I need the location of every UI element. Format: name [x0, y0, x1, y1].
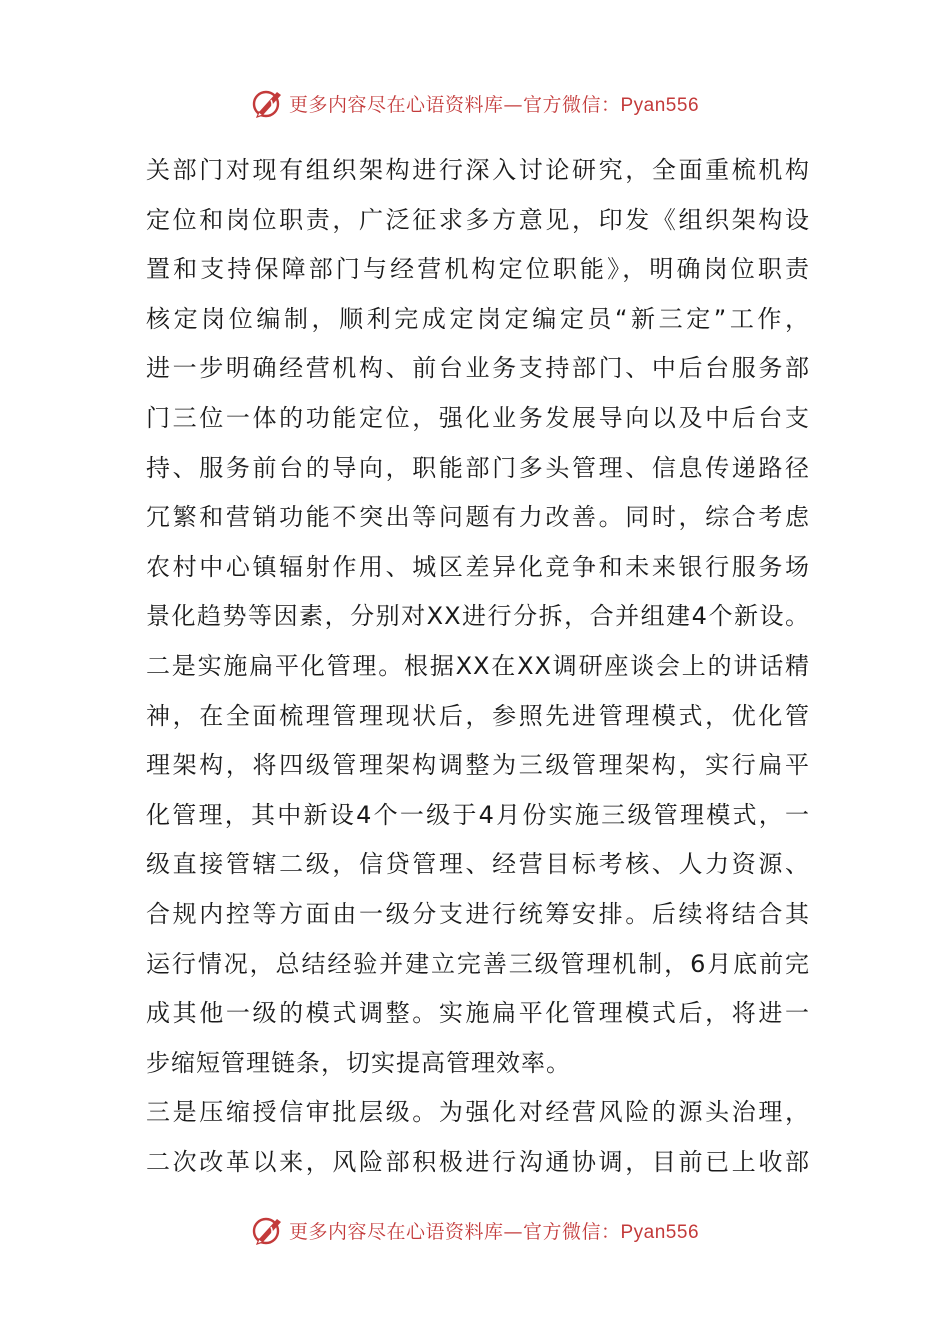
wechat-id: Pyan556	[620, 1221, 700, 1243]
body-text-line: 定位和岗位职责，广泛征求多方意见，印发《组织架构设	[146, 205, 810, 234]
body-text-line: 步缩短管理链条，切实提高管理效率。	[146, 1048, 571, 1077]
pen-logo-icon	[251, 1213, 285, 1247]
body-text-line: 核定岗位编制，顺利完成定岗定编定员“新三定”工作，	[146, 304, 810, 333]
watermark-banner-bottom	[0, 1210, 950, 1250]
body-text-line: 持、服务前台的导向，职能部门多头管理、信息传递路径	[146, 453, 810, 482]
body-text-line: 化管理，其中新设4个一级于4月份实施三级管理模式，一	[146, 800, 810, 829]
document-body	[146, 146, 810, 1187]
body-text-line: 景化趋势等因素，分别对XX进行分拆，合并组建4个新设。	[146, 602, 810, 631]
body-text-line: 二是实施扁平化管理。根据XX在XX调研座谈会上的讲话精	[146, 651, 810, 680]
body-text-line: 神，在全面梳理管理现状后，参照先进管理模式，优化管	[146, 701, 810, 730]
body-text-line: 关部门对现有组织架构进行深入讨论研究，全面重梳机构	[146, 156, 810, 184]
body-text-line: 冗繁和营销功能不突出等问题有力改善。同时，综合考虑	[146, 503, 810, 532]
watermark-text: 更多内容尽在心语资料库—官方微信：Pyan556	[288, 93, 700, 116]
body-text-line: 置和支持保障部门与经营机构定位职能》，明确岗位职责	[146, 255, 810, 284]
body-text-line: 理架构，将四级管理架构调整为三级管理架构，实行扁平	[146, 751, 810, 780]
body-text-line: 合规内控等方面由一级分支进行统筹安排。后续将结合其	[146, 899, 810, 928]
body-text-line: 农村中心镇辐射作用、城区差异化竞争和未来银行服务场	[146, 552, 810, 581]
body-text-line: 三是压缩授信审批层级。为强化对经营风险的源头治理，	[146, 1098, 810, 1127]
body-text-line: 二次改革以来，风险部积极进行沟通协调，目前已上收部	[146, 1147, 810, 1176]
pen-logo-icon	[251, 86, 285, 120]
body-text-line: 进一步明确经营机构、前台业务支持部门、中后台服务部	[146, 354, 810, 383]
watermark-banner-top	[0, 83, 950, 123]
body-text-line: 门三位一体的功能定位，强化业务发展导向以及中后台支	[146, 403, 810, 432]
wechat-id: Pyan556	[620, 94, 700, 116]
watermark-text: 更多内容尽在心语资料库—官方微信：Pyan556	[288, 1220, 700, 1243]
body-text-line: 成其他一级的模式调整。实施扁平化管理模式后，将进一	[146, 999, 810, 1028]
body-text-line: 级直接管辖二级，信贷管理、经营目标考核、人力资源、	[146, 850, 810, 879]
body-text-line: 运行情况，总结经验并建立完善三级管理机制，6月底前完	[146, 949, 810, 978]
